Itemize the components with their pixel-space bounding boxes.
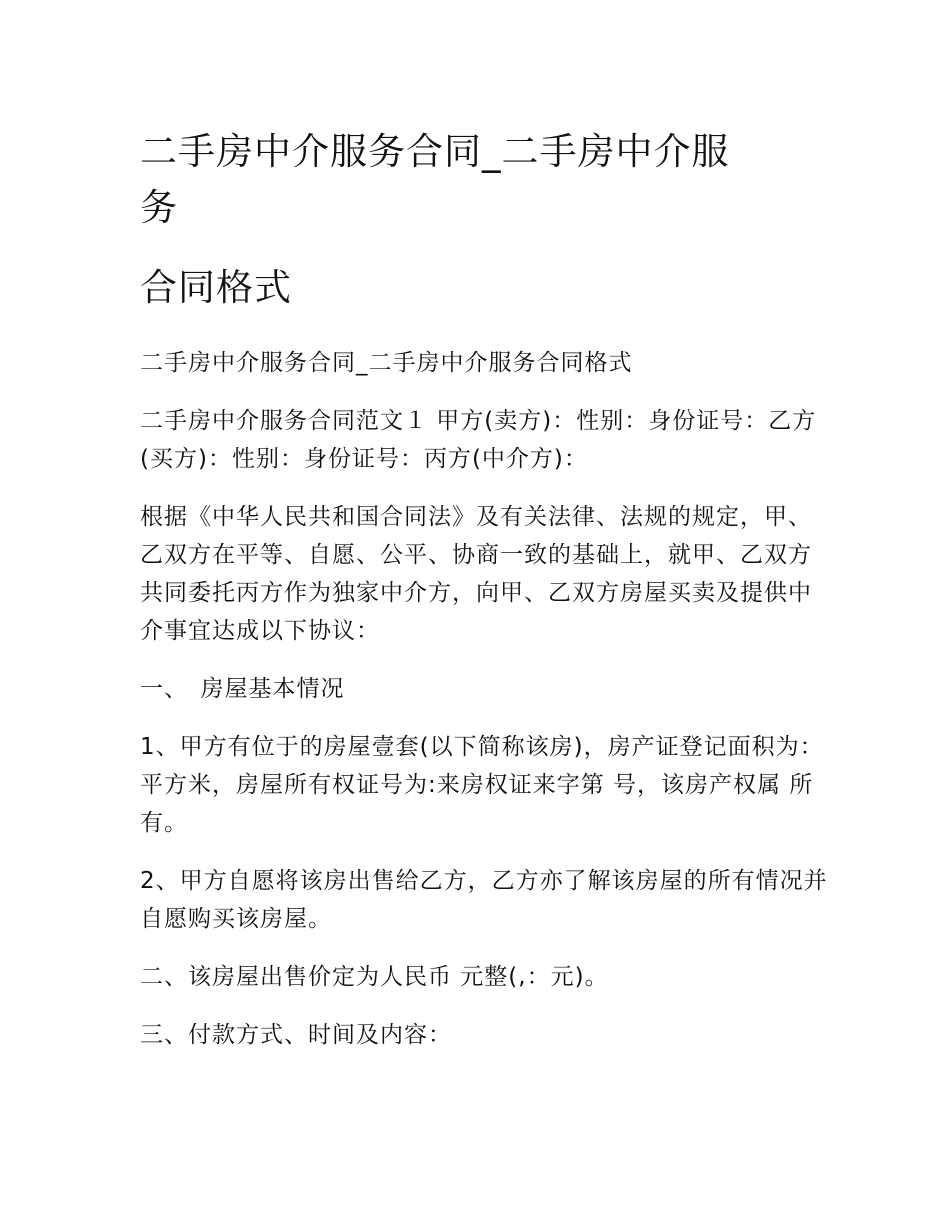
section-1-heading: 一、 房屋基本情况 <box>140 676 345 702</box>
document-body <box>140 124 830 1054</box>
intro-paragraph: 根据《中华人民共和国合同法》及有关法律、法规的规定，甲、乙双方在平等、自愿、公平、协商一致的基础上，就甲、乙双方共同委托丙方作为独家中介方，向甲、乙双方房屋买卖及提供中介事宜达成以下协议： <box>140 504 812 644</box>
document-title-line-2: 务 <box>140 186 178 229</box>
section-3-paragraph: 三、付款方式、时间及内容： <box>140 1022 452 1048</box>
document-title-line-1: 二手房中介服务合同_二手房中介服 <box>140 130 730 173</box>
clause-2-paragraph: 2、甲方自愿将该房出售给乙方，乙方亦了解该房屋的所有情况并自愿购买该房屋。 <box>140 868 828 932</box>
parties-paragraph: 二手房中介服务合同范文１ 甲方(卖方)：性别：身份证号：乙方(买方)：性别：身份证号：丙方(中介方)： <box>140 408 817 472</box>
document-subtitle: 二手房中介服务合同_二手房中介服务合同格式 <box>140 350 633 376</box>
clause-1-paragraph: 1、甲方有位于的房屋壹套(以下简称该房)，房产证登记面积为：平方米，房屋所有权证号为:来房权证来字第 号，该房产权属 所有。 <box>140 734 824 836</box>
document-title-line-3: 合同格式 <box>140 266 292 309</box>
section-2-paragraph: 二、该房屋出售价定为人民币 元整(,：元)。 <box>140 964 609 990</box>
